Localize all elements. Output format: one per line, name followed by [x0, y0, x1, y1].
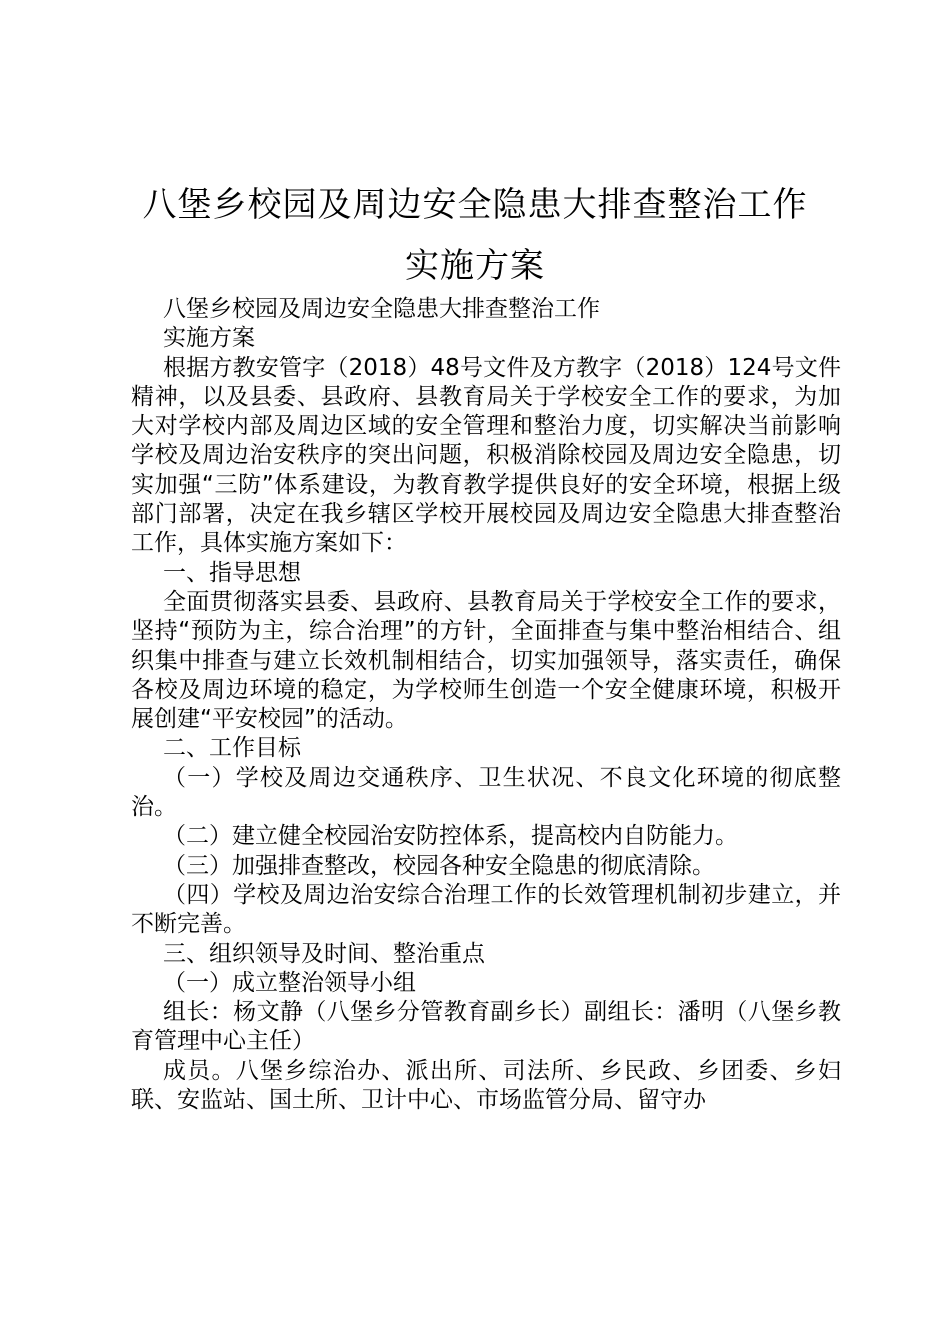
guiding-ideology-paragraph: 全面贯彻落实县委、县政府、县教育局关于学校安全工作的要求，坚持“预防为主，综合治理”的方针，全面排查与集中整治相结合、组织集中排查与建立长效机制相结合，切实加强领导，落实责任，确保各校及周边环境的稳定，为学校师生创造一个安全健康环境，积极开展创建“平安校园”的活动。: [131, 588, 841, 733]
section-heading-work-goals: 二、工作目标: [163, 735, 301, 762]
goal-item-3: （三）加强排查整改，校园各种安全隐患的彻底清除。: [163, 852, 715, 879]
goal-item-4: （四）学校及周边治安综合治理工作的长效管理机制初步建立，并不断完善。: [131, 881, 841, 938]
document-title-line-1: 八堡乡校园及周边安全隐患大排查整治工作: [142, 185, 808, 225]
leader-paragraph: 组长：杨文静（八堡乡分管教育副乡长）副组长：潘明（八堡乡教育管理中心主任）: [131, 999, 841, 1055]
subtitle-line-1: 八堡乡校园及周边安全隐患大排查整治工作: [163, 296, 600, 322]
goal-item-1: （一）学校及周边交通秩序、卫生状况、不良文化环境的彻底整治。: [131, 764, 841, 821]
subsection-heading-leading-group: （一）成立整治领导小组: [163, 969, 416, 996]
document-title-line-2: 实施方案: [405, 246, 545, 286]
section-heading-organization: 三、组织领导及时间、整治重点: [163, 940, 485, 967]
document-body: [131, 295, 841, 1115]
intro-paragraph: 根据方教安管字（2018）48号文件及方教字（2018）124号文件精神，以及县委、县政府、县教育局关于学校安全工作的要求，为加大对学校内部及周边区域的安全管理和整治力度，切实解决当前影响学校及周边治安秩序的突出问题，积极消除校园及周边安全隐患，切实加强“三防”体系建设，为教育教学提供良好的安全环境，根据上级部门部署，决定在我乡辖区学校开展校园及周边安全隐患大排查整治工作，具体实施方案如下：: [131, 354, 841, 557]
section-heading-guiding-ideology: 一、指导思想: [163, 559, 301, 586]
members-paragraph: 成员。八堡乡综治办、派出所、司法所、乡民政、乡团委、乡妇联、安监站、国土所、卫计中心、市场监管分局、留守办: [131, 1057, 841, 1114]
goal-item-2: （二）建立健全校园治安防控体系，提高校内自防能力。: [163, 823, 738, 850]
subtitle-line-2: 实施方案: [163, 325, 255, 352]
